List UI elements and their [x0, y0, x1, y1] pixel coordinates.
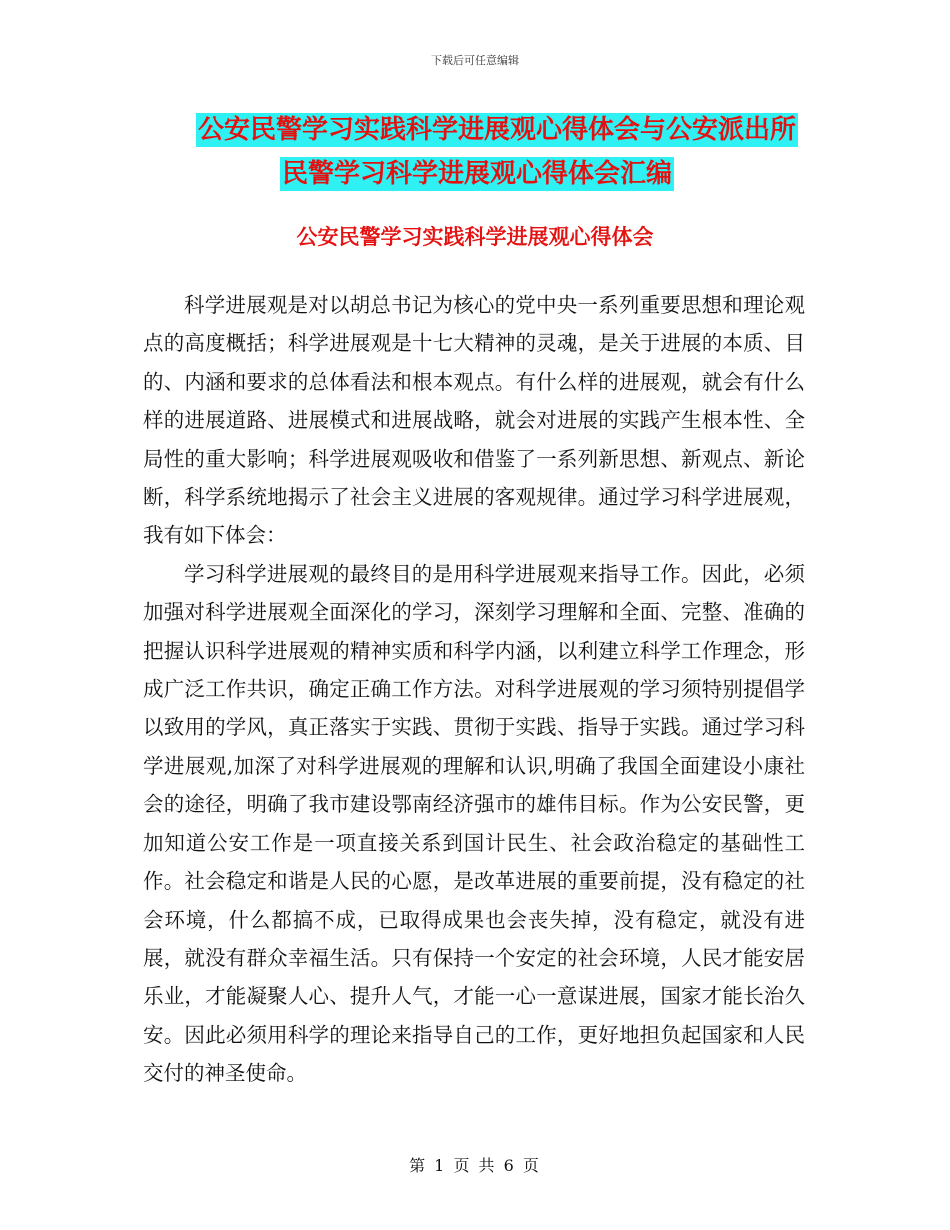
- body-paragraph-2: 学习科学进展观的最终目的是用科学进展观来指导工作。因此，必须加强对科学进展观全面深化的学习，深刻学习理解和全面、完整、准确的把握认识科学进展观的精神实质和科学内涵，以利建立科学工作理念，形成广泛工作共识，确定正确工作方法。对科学进展观的学习须特别提倡学以致用的学风，真正落实于实践、贯彻于实践、指导于实践。通过学习科学进展观,加深了对科学进展观的理解和认识,明确了我国全面建设小康社会的途径，明确了我市建设鄂南经济强市的雄伟目标。作为公安民警，更加知道公安工作是一项直接关系到国计民生、社会政治稳定的基础性工作。社会稳定和谐是人民的心愿，是改革进展的重要前提，没有稳定的社会环境，什么都搞不成，已取得成果也会丧失掉，没有稳定，就没有进展，就没有群众幸福生活。只有保持一个安定的社会环境，人民才能安居乐业，才能凝聚人心、提升人气，才能一心一意谋进展，国家才能长治久安。因此必须用科学的理论来指导自己的工作，更好地担负起国家和人民交付的神圣使命。: [143, 561, 805, 1086]
- document-body: [143, 286, 805, 1093]
- header-note: 下载后可任意编辑: [431, 54, 519, 67]
- section-title: 公安民警学习实践科学进展观心得体会: [296, 225, 654, 249]
- document-title-line-2: [0, 154, 950, 194]
- page-footer: 第 1 页 共 6 页: [409, 1156, 541, 1175]
- body-paragraph-1: 科学进展观是对以胡总书记为核心的党中央一系列重要思想和理论观点的高度概括；科学进展观是十七大精神的灵魂，是关于进展的本质、目的、内涵和要求的总体看法和根本观点。有什么样的进展观，就会有什么样的进展道路、进展模式和进展战略，就会对进展的实践产生根本性、全局性的重大影响；科学进展观吸收和借鉴了一系列新思想、新观点、新论断，科学系统地揭示了社会主义进展的客观规律。通过学习科学进展观，我有如下体会：: [143, 293, 805, 548]
- document-title-text-1: 公安民警学习实践科学进展观心得体会与公安派出所: [198, 115, 797, 145]
- document-title-text-2: 民警学习科学进展观心得体会汇编: [282, 159, 673, 189]
- document-title-line-1: [0, 110, 950, 150]
